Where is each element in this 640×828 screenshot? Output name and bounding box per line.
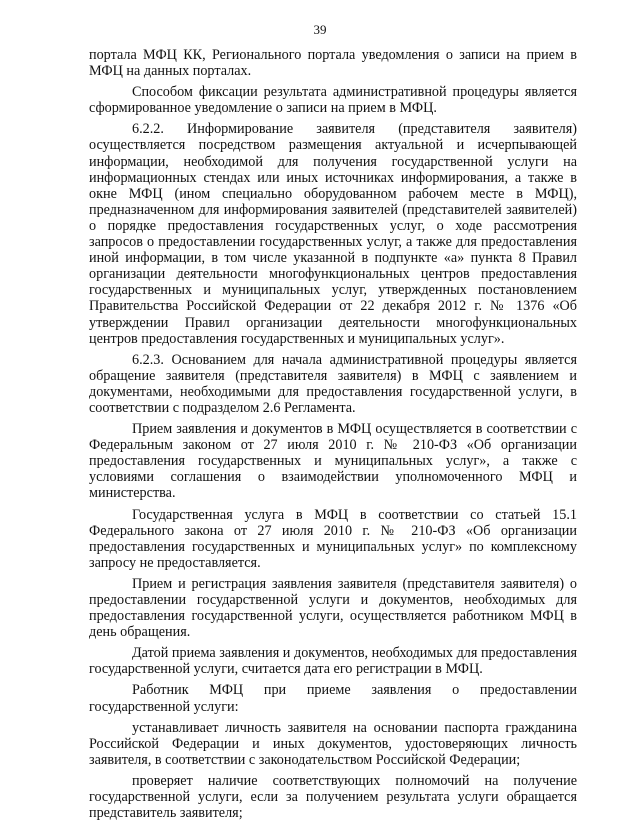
paragraph: Прием заявления и документов в МФЦ осуществляется в соответствии с Федеральным законом от 27 июля 2010 г. № 210-ФЗ «Об организации предоставления государственных и муниципальных услуг», а также с условиями соглашения о взаимодействии уполномоченного МФЦ и министерства. <box>89 421 577 502</box>
page-number: 39 <box>313 22 327 37</box>
paragraph: портала МФЦ КК, Регионального портала уведомления о записи на прием в МФЦ на данных порталах. <box>89 47 577 80</box>
paragraph: Работник МФЦ при приеме заявления о предоставлении государственной услуги: <box>89 682 577 715</box>
paragraph: Прием и регистрация заявления заявителя (представителя заявителя) о предоставлении государственной услуги и документов, необходимых для предоставления государственной услуги, осуществляется работником МФЦ в день обращения. <box>89 575 577 641</box>
paragraph: устанавливает личность заявителя на основании паспорта гражданина Российской Федерации и иных документов, удостоверяющих личность заявителя, в соответствии с законодательством Российской Федерации; <box>89 719 577 768</box>
paragraph: Датой приема заявления и документов, необходимых для предоставления государственной услуги, считается дата его регистрации в МФЦ. <box>89 645 577 678</box>
paragraph: Государственная услуга в МФЦ в соответствии со статьей 15.1 Федерального закона от 27 июля 2010 г. № 210-ФЗ «Об организации предоставления государственных и муниципальных услуг» по комплексному запросу не предоставляется. <box>89 506 577 571</box>
paragraph: 6.2.3. Основанием для начала административной процедуры является обращение заявителя (представителя заявителя) в МФЦ с заявлением и документами, необходимыми для предоставления государственной услуги, в соответствии с подразделом 2.6 Регламента. <box>89 351 577 416</box>
paragraph: проверяет наличие соответствующих полномочий на получение государственной услуги, если за получением результата услуги обращается представитель заявителя; <box>89 772 577 822</box>
paragraph: Способом фиксации результата административной процедуры является сформированное уведомление о записи на прием в МФЦ. <box>89 84 577 117</box>
paragraph: 6.2.2. Информирование заявителя (представителя заявителя) осуществляется посредством размещения актуальной и исчерпывающей информации, необходимой для получения государственной услуги на информационных стендах или иных источниках информирования, а также в окне МФЦ (ином специально оборудованном рабочем месте в МФЦ), предназначенном для информирования заявителей (представителей заявителей) о порядке предоставления государственных услуг, о ходе рассмотрения запросов о предоставлении государственных услуг, а также для предоставления иной информации, в том числе указанной в подпункте «а» пункта 8 Правил организации деятельности многофункциональных центров предоставления государственных и муниципальных услуг, утвержденных постановлением Правительства Российской Федерации от 22 декабря 2012 г. № 1376 «Об утверждении Правил организации деятельности многофункциональных центров предоставления государственных и муниципальных услуг». <box>89 121 577 347</box>
document-body <box>89 47 577 826</box>
